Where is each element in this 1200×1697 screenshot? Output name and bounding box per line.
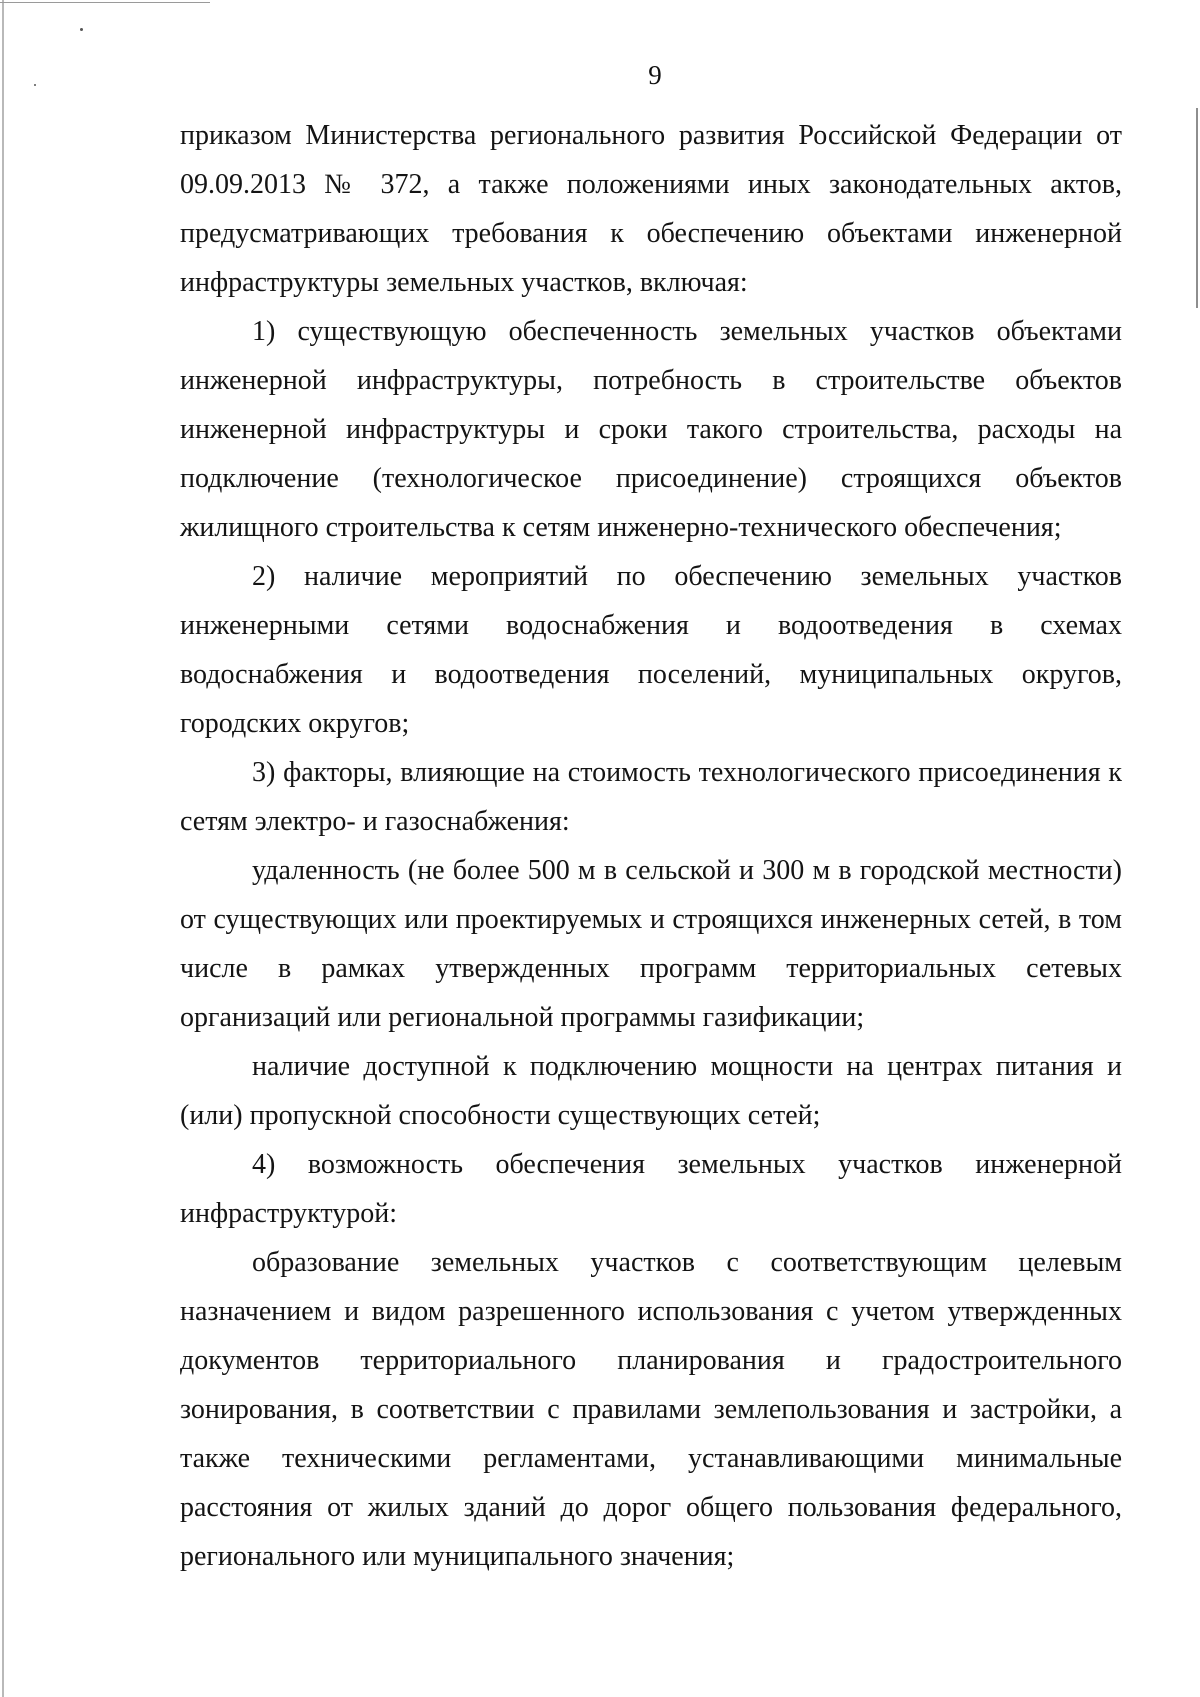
scan-speck <box>80 28 83 31</box>
scan-edge-left <box>2 0 4 1697</box>
page-number: 9 <box>648 60 662 90</box>
paragraph: 4) возможность обеспечения земельных участков инженерной инфраструктурой: <box>180 1149 1122 1229</box>
scan-edge-top <box>0 2 210 3</box>
paragraph: удаленность (не более 500 м в сельской и 300 м в городской местности) от существующих или проектируемых и строящихся инженерных сетей, в том числе в рамках утвержденных программ территориальных сетевых организаций или региональной программы газификации; <box>180 855 1122 1033</box>
paragraph: 1) существующую обеспеченность земельных участков объектами инженерной инфраструктуры, потребность в строительстве объектов инженерной инфраструктуры и сроки такого строительства, расходы на подключение (технологическое присоединение) строящихся объектов жилищного строительства к сетям инженерно-технического обеспечения; <box>180 316 1122 543</box>
paragraph: приказом Министерства регионального развития Российской Федерации от 09.09.2013 № 372, а также положениями иных законодательных актов, предусматривающих требования к обеспечению объектами инженерной инфраструктуры земельных участков, включая: <box>180 120 1122 298</box>
paragraph: наличие доступной к подключению мощности на центрах питания и (или) пропускной способности существующих сетей; <box>180 1051 1122 1131</box>
scan-edge-right <box>1196 108 1198 308</box>
paragraph: образование земельных участков с соответствующим целевым назначением и видом разрешенного использования с учетом утвержденных документов территориального планирования и градостроительного зонирования, в соответствии с правилами землепользования и застройки, а также техническими регламентами, устанавливающими минимальные расстояния от жилых зданий до дорог общего пользования федерального, регионального или муниципального значения; <box>180 1247 1122 1572</box>
paragraph: 3) факторы, влияющие на стоимость технологического присоединения к сетям электро- и газоснабжения: <box>180 757 1122 837</box>
document-body <box>180 111 1122 1581</box>
paragraph: 2) наличие мероприятий по обеспечению земельных участков инженерными сетями водоснабжения и водоотведения в схемах водоснабжения и водоотведения поселений, муниципальных округов, городских округов; <box>180 561 1122 739</box>
